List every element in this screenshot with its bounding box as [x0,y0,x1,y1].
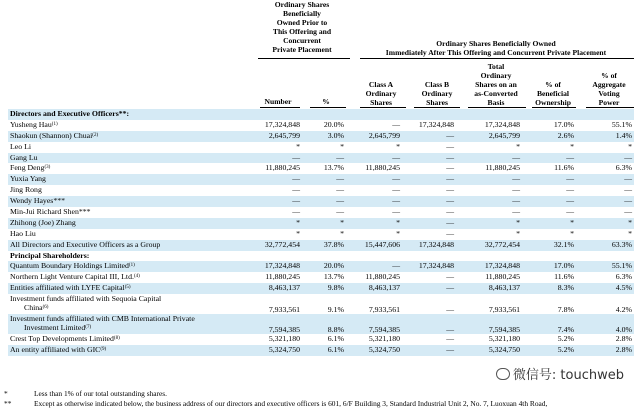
cell-pct-vote: * [628,141,633,151]
col-header-class-b [412,80,462,107]
col-rule [360,107,406,108]
header-line: Owned Prior to [276,18,328,27]
cell-pct-ben: 17.0% [522,261,576,272]
cell-number: 5,324,750 [256,345,302,356]
cell-class-a: 5,324,750 [346,345,402,356]
cell-number: 8,463,137 [256,283,302,294]
cell-pct-ben: 17.0% [553,119,574,129]
col-header-total [466,62,526,107]
table-row [8,142,634,153]
row-name: An entity affiliated with GIC$^{(9)}$ [8,345,256,356]
after-ownership-group-header [358,39,634,57]
table-row [8,120,634,131]
cell-pct: 6.1% [302,345,346,356]
cell-pct: 9.8% [302,283,346,294]
col-header-pct: % [322,97,330,106]
col-rule [414,107,460,108]
cell-class-a: 15,447,606 [346,240,402,251]
cell-class-a: * [346,218,402,229]
cell-pct-vote: — [624,185,633,195]
cell-class-b: — [446,334,454,344]
cell-pct-ben: 7.8% [557,305,574,315]
cell-class-a: * [396,228,400,238]
cell-pct-vote: 4.5% [576,283,634,294]
row-name: Quantum Boundary Holdings Limited$^{(1)}$ [8,261,256,272]
header-line: Private Placement [272,45,332,54]
cell-pct: — [336,207,344,217]
cell-pct-vote: 63.3% [576,240,634,251]
cell-pct: * [302,218,346,229]
table-row [8,240,634,251]
cell-class-a: — [346,261,402,272]
table-row [8,261,634,272]
table-row [8,207,634,218]
header-line: Power [598,98,620,107]
cell-total: — [456,196,522,207]
row-name: Min-Jui Richard Shen*** [10,207,91,217]
row-name: Principal Shareholders: [10,250,90,260]
header-line: Ordinary [480,71,512,80]
header-line: Shares [426,98,448,107]
cell-number: — [256,174,302,185]
prior-group-rule [258,58,350,59]
cell-number: — [256,196,302,207]
header-line: % of [601,71,617,80]
cell-pct-ben: 8.3% [522,283,576,294]
cell-pct: — [336,185,344,195]
cell-total: — [456,174,522,185]
prior-ownership-group-header [252,0,352,54]
row-name: Yuxia Yang [8,174,256,185]
table-row [8,185,634,196]
cell-pct-vote: — [576,174,634,185]
cell-number: * [256,218,302,229]
cell-number: 7,594,385 [256,314,302,334]
cell-total: 32,772,454 [456,240,522,251]
header-line: Basis [487,98,505,107]
cell-class-b: — [446,305,454,315]
table-row [8,163,634,174]
cell-pct-ben: 11.6% [554,163,574,173]
header-line: This Offering and [272,27,332,36]
cell-number: 11,880,245 [265,163,300,173]
cell-pct-vote: 55.1% [611,119,633,129]
header-line: as-Converted [474,89,518,98]
cell-total: * [516,141,520,151]
header-line: % of [545,80,561,89]
cell-class-b: 17,324,848 [402,261,456,272]
cell-class-a: * [396,141,400,151]
cell-pct: 20.0% [323,119,344,129]
cell-pct: * [340,141,344,151]
cell-pct-vote: — [624,207,633,217]
cell-total: — [512,185,520,195]
col-rule [586,107,634,108]
cell-pct-vote: 4.2% [615,305,633,315]
cell-pct-ben: 2.6% [522,131,576,142]
cell-class-a: 5,321,180 [368,334,400,344]
cell-total: 17,324,848 [456,261,522,272]
col-header-pct-beneficial [530,80,576,107]
row-name: Hao Liu [10,228,36,238]
cell-pct-vote: * [576,218,634,229]
table-row [8,131,634,142]
cell-class-a: — [346,174,402,185]
table-row [8,174,634,185]
col-rule [532,107,576,108]
table-row [8,314,634,334]
cell-class-a: 11,880,245 [365,163,400,173]
cell-class-b: — [446,163,454,173]
cell-number: 7,933,561 [268,305,300,315]
header-line: Shares on an [475,80,517,89]
cell-total: * [516,228,520,238]
col-rule [468,107,526,108]
cell-pct-ben: 5.2% [557,334,574,344]
cell-pct-vote: 6.3% [615,272,633,282]
row-name: Leo Li [10,141,31,151]
cell-total: 5,321,180 [488,334,520,344]
cell-number: * [296,228,300,238]
cell-pct-vote: 55.1% [576,261,634,272]
cell-class-b: — [402,283,456,294]
header-line: Concurrent [283,36,321,45]
row-name: Investment funds affiliated with CMB International Private Investment Limited$^{(7)}$ [8,314,256,334]
cell-class-b: 17,324,848 [418,119,454,129]
cell-number: 2,645,799 [256,131,302,142]
cell-pct-ben: 7.4% [522,314,576,334]
col-header-class-a [356,80,406,107]
chat-icon [496,368,510,380]
col-rule [310,107,346,108]
cell-pct-ben: — [522,174,576,185]
cell-pct: 13.7% [323,163,344,173]
table-row [8,334,634,345]
cell-total: — [512,207,520,217]
cell-pct-ben: 32.1% [522,240,576,251]
header-line: Class B [424,80,450,89]
cell-class-b: 17,324,848 [402,240,456,251]
cell-pct-ben: — [566,185,574,195]
row-name: Yusheng Hau$^{(1)}$ [10,119,58,129]
row-name: Crest Top Developments Limited$^{(8)}$ [10,334,120,344]
cell-total: — [456,153,522,164]
cell-total: 7,933,561 [488,305,520,315]
cell-class-a: 7,933,561 [368,305,400,315]
cell-total: 17,324,848 [484,119,520,129]
cell-pct-vote: — [576,153,634,164]
table-row [8,229,634,240]
cell-pct: 9.1% [327,305,344,315]
cell-class-b: — [446,228,454,238]
cell-class-b: — [446,207,454,217]
cell-pct-ben: * [522,218,576,229]
row-name: Wendy Hayes*** [8,196,256,207]
col-rule [260,107,300,108]
cell-class-a: 11,880,245 [365,272,400,282]
cell-class-b: — [446,185,454,195]
row-name: All Directors and Executive Officers as a Group [8,240,256,251]
row-name: Jing Rong [10,185,42,195]
cell-pct-vote: 2.8% [615,334,633,344]
section-header-row [8,109,634,120]
cell-class-a: — [346,196,402,207]
cell-class-a: — [392,119,400,129]
cell-class-b: — [402,314,456,334]
row-name: Northern Light Venture Capital III, Ltd.$^{(4)}$ [10,272,140,282]
header-line: Shares [370,98,392,107]
cell-pct: 13.7% [323,272,344,282]
table-row [8,153,634,164]
cell-total: 2,645,799 [456,131,522,142]
cell-total: 8,463,137 [456,283,522,294]
header-line: Class A [368,80,394,89]
cell-pct-ben: — [566,207,574,217]
header-line: Ownership [535,98,571,107]
row-name: Entities affiliated with LYFE Capital$^{(5)}$ [8,283,256,294]
cell-pct-ben: * [570,141,574,151]
cell-pct: — [302,174,346,185]
footnote: * Less than 1% of our total outstanding shares. [4,389,168,398]
cell-total: * [456,218,522,229]
row-name: Zhihong (Joe) Zhang [8,218,256,229]
header-line: Voting [598,89,620,98]
cell-class-b: — [402,153,456,164]
cell-pct: 3.0% [302,131,346,142]
cell-number: — [292,207,300,217]
cell-pct: — [302,153,346,164]
cell-class-a: 2,645,799 [346,131,402,142]
cell-class-b: — [446,272,454,282]
table-row [8,272,634,283]
cell-class-a: — [392,185,400,195]
cell-class-b: — [402,131,456,142]
cell-pct: 20.0% [302,261,346,272]
cell-total: 11,880,245 [485,163,520,173]
cell-pct: — [302,196,346,207]
cell-pct-vote: 6.3% [615,163,633,173]
table-row [8,283,634,294]
table-row [8,218,634,229]
header-line: Ordinary [365,89,397,98]
cell-number: 17,324,848 [264,119,300,129]
cell-class-b: — [402,345,456,356]
header-line: Total [487,62,505,71]
header-line: Aggregate [592,80,626,89]
cell-number: * [296,141,300,151]
header-line: Ordinary Shares Beneficially Owned [436,39,556,48]
after-group-rule [360,58,634,59]
cell-pct: 37.8% [302,240,346,251]
footnote: ** Except as otherwise indicated below, the business address of our directors and executive officers is 601, 6/F Building 3, Standard Industrial Unit 2, No. 7, Luoxuan 4th Road, [4,399,548,408]
header-line: Ordinary Shares [274,0,330,9]
row-name: Gang Lu [8,153,256,164]
cell-pct-ben: 11.6% [554,272,574,282]
cell-class-b: — [402,174,456,185]
header-line: Immediately After This Offering and Concurrent Private Placement [385,48,607,57]
row-name: Investment funds affiliated with Sequoia Capital China$^{(6)}$ [10,294,162,313]
col-header-pct-voting [584,71,634,107]
cell-pct-ben: 5.2% [522,345,576,356]
cell-pct-ben: — [522,196,576,207]
table-row [8,345,634,356]
section-header-row [8,251,634,262]
cell-pct-vote: — [576,196,634,207]
cell-pct-ben: — [522,153,576,164]
cell-class-b: — [402,218,456,229]
cell-pct-vote: 4.0% [576,314,634,334]
cell-class-a: 7,594,385 [346,314,402,334]
beneficial-ownership-table [8,109,634,356]
col-header-number: Number [264,97,292,106]
row-name: Shaokun (Shannon) Chuai$^{(2)}$ [8,131,256,142]
cell-number: 32,772,454 [256,240,302,251]
cell-pct-vote: * [628,228,633,238]
row-name: Directors and Executive Officers**: [8,109,634,120]
cell-pct-vote: 1.4% [576,131,634,142]
row-name: Feng Deng$^{(3)}$ [10,163,51,173]
cell-number: 5,321,180 [268,334,300,344]
cell-pct: 6.1% [327,334,344,344]
header-line: Beneficially [283,9,321,18]
cell-number: 11,880,245 [265,272,300,282]
cell-class-a: — [346,153,402,164]
cell-total: 11,880,245 [485,272,520,282]
cell-number: 17,324,848 [256,261,302,272]
cell-class-a: 8,463,137 [346,283,402,294]
cell-pct: * [340,228,344,238]
cell-total: 5,324,750 [456,345,522,356]
watermark: 微信号: touchweb [494,368,626,381]
cell-number: — [256,153,302,164]
cell-pct-ben: * [570,228,574,238]
header-line: Beneficial [536,89,570,98]
table-row [8,294,634,314]
cell-class-a: — [392,207,400,217]
cell-pct-vote: 2.8% [576,345,634,356]
cell-total: 7,594,385 [456,314,522,334]
cell-number: — [292,185,300,195]
cell-class-b: — [446,141,454,151]
cell-class-b: — [402,196,456,207]
table-row [8,196,634,207]
header-line: Ordinary [421,89,453,98]
cell-pct: 8.8% [302,314,346,334]
